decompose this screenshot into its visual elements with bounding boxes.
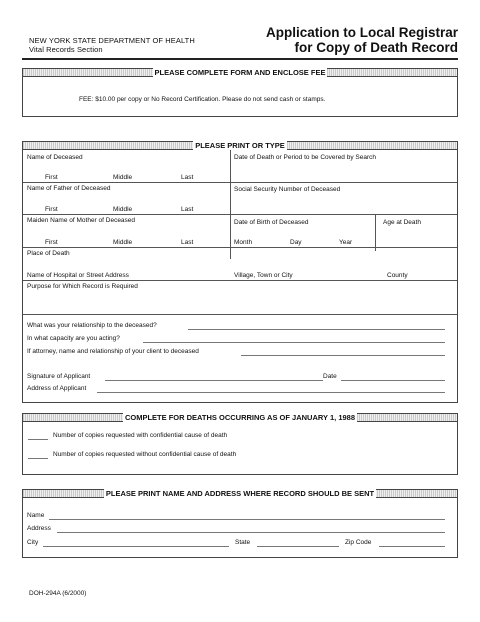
deaths-section (22, 413, 458, 475)
signature-field[interactable] (105, 380, 323, 381)
relationship-field[interactable] (188, 329, 445, 330)
column-divider (230, 150, 231, 259)
label-maiden-name-mother: Maiden Name of Mother of Deceased (27, 217, 136, 224)
fee-section-heading: PLEASE COMPLETE FORM AND ENCLOSE FEE (154, 68, 326, 77)
fee-section-heading-bar (23, 69, 457, 77)
label-purpose: Purpose for Which Record is Required (27, 283, 138, 290)
label-last: Last (181, 206, 194, 213)
label-county: County (387, 272, 408, 279)
label-middle: Middle (113, 239, 133, 246)
row-divider (23, 247, 457, 248)
deaths-section-heading: COMPLETE FOR DEATHS OCCURRING AS OF JANUARY 1, 1988 (124, 413, 356, 422)
label-month: Month (234, 239, 253, 246)
city-field[interactable] (43, 546, 229, 547)
print-section-heading: PLEASE PRINT OR TYPE (195, 141, 285, 150)
agency-block (29, 36, 195, 54)
label-zip-code: Zip Code (345, 539, 372, 546)
print-section (22, 141, 458, 403)
form-number: DOH-294A (6/2000) (29, 590, 87, 597)
agency-name: NEW YORK STATE DEPARTMENT OF HEALTH (29, 36, 195, 45)
label-middle: Middle (113, 206, 133, 213)
label-address: Address (27, 525, 51, 532)
attorney-field[interactable] (241, 355, 445, 356)
address-of-applicant-field[interactable] (97, 392, 445, 393)
label-name-of-father: Name of Father of Deceased (27, 185, 111, 192)
label-first: First (45, 174, 58, 181)
copies-without-field[interactable] (28, 458, 48, 459)
label-middle: Middle (113, 174, 133, 181)
print-section-heading-bar (23, 142, 457, 150)
name-field[interactable] (49, 519, 445, 520)
label-last: Last (181, 239, 194, 246)
row-divider (23, 182, 457, 183)
label-relationship: What was your relationship to the deceased? (27, 322, 157, 329)
column-divider (375, 214, 376, 251)
label-name: Name (27, 512, 45, 519)
fee-section (22, 68, 458, 117)
label-date: Date (323, 373, 337, 380)
label-attorney: If attorney, name and relationship of your client to deceased (27, 348, 199, 355)
label-ssn: Social Security Number of Deceased (234, 186, 341, 193)
row-divider (23, 280, 457, 281)
label-address-of-applicant: Address of Applicant (27, 385, 87, 392)
form-title-line1: Application to Local Registrar (265, 25, 458, 40)
date-field[interactable] (341, 380, 445, 381)
row-divider (23, 214, 457, 215)
zip-code-field[interactable] (379, 546, 445, 547)
row-divider (23, 314, 457, 315)
deaths-section-heading-bar (23, 414, 457, 422)
fee-text: FEE: $10.00 per copy or No Record Certification. Please do not send cash or stamps. (79, 96, 326, 103)
label-copies-without: Number of copies requested without confidential cause of death (53, 451, 237, 458)
label-year: Year (339, 239, 353, 246)
label-village-town-city: Village, Town or City (234, 272, 293, 279)
label-city: City (27, 539, 39, 546)
header-rule (22, 58, 458, 60)
label-date-of-death: Date of Death or Period to be Covered by Search (234, 154, 376, 161)
label-day: Day (290, 239, 302, 246)
label-date-of-birth: Date of Birth of Deceased (234, 219, 309, 226)
mailing-section-heading-bar (23, 490, 457, 498)
form-title (266, 25, 458, 55)
label-copies-with: Number of copies requested with confidential cause of death (53, 432, 228, 439)
state-field[interactable] (257, 546, 339, 547)
capacity-field[interactable] (143, 342, 445, 343)
label-place-of-death: Place of Death (27, 250, 70, 257)
label-signature: Signature of Applicant (27, 373, 91, 380)
label-name-of-deceased: Name of Deceased (27, 154, 83, 161)
label-first: First (45, 239, 58, 246)
address-field[interactable] (57, 532, 445, 533)
label-age-at-death: Age at Death (383, 219, 421, 226)
copies-with-field[interactable] (28, 439, 48, 440)
mailing-section-heading: PLEASE PRINT NAME AND ADDRESS WHERE RECORD SHOULD BE SENT (105, 489, 375, 498)
label-first: First (45, 206, 58, 213)
label-capacity: In what capacity are you acting? (27, 335, 120, 342)
mailing-section (22, 489, 458, 558)
label-last: Last (181, 174, 194, 181)
form-title-line2: for Copy of Death Record (294, 40, 458, 55)
label-state: State (235, 539, 251, 546)
label-hospital-address: Name of Hospital or Street Address (27, 272, 129, 279)
agency-section: Vital Records Section (29, 45, 103, 54)
